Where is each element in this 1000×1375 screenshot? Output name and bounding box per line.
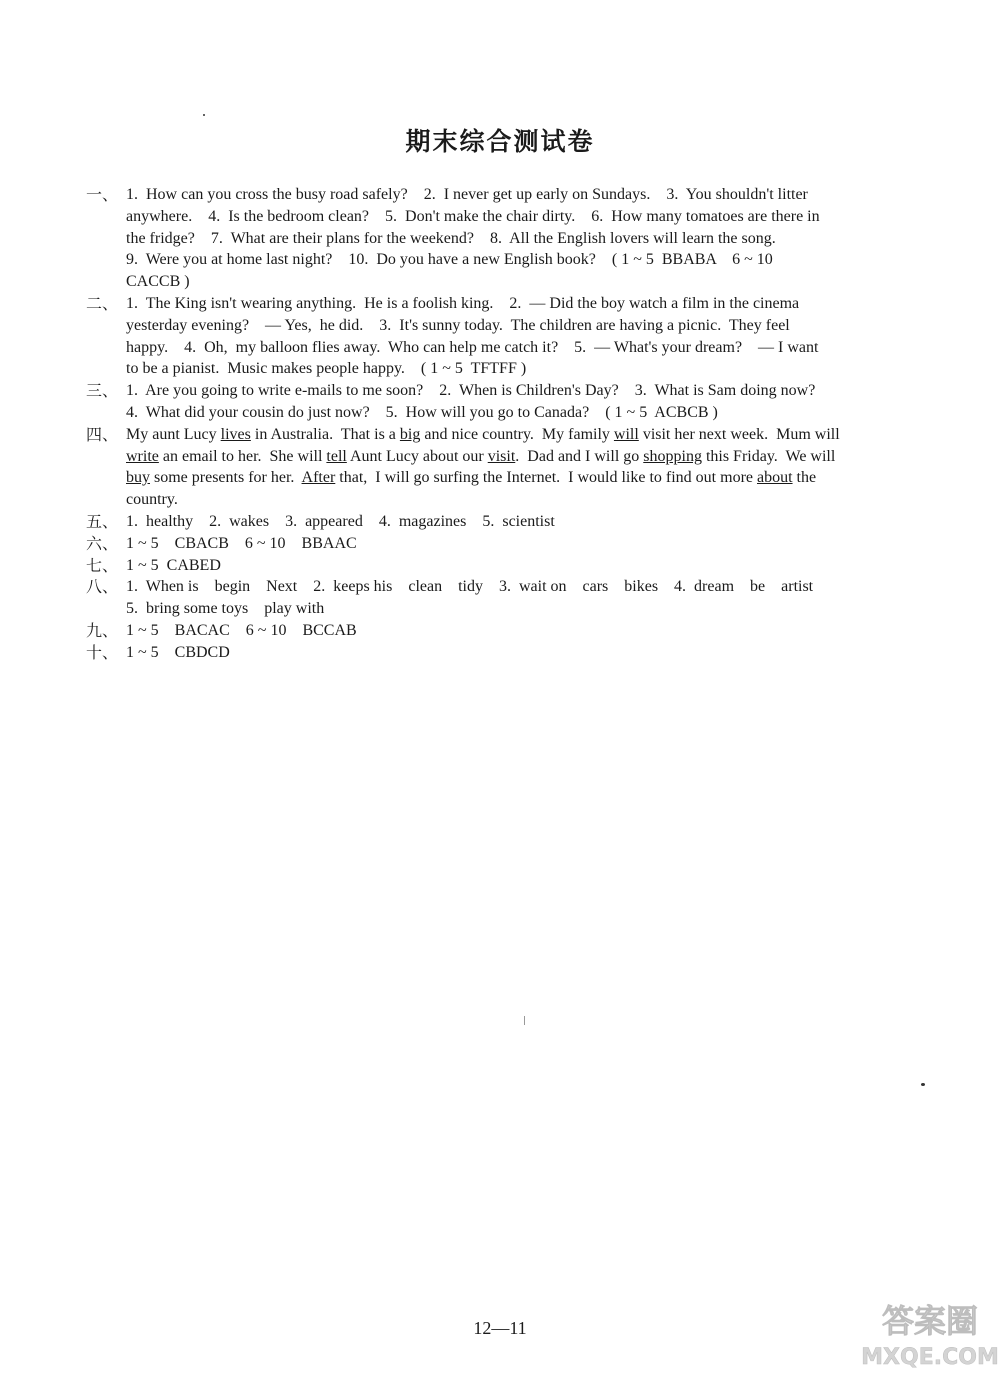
answer-section — [86, 184, 932, 293]
answer-line — [126, 315, 932, 337]
answer-line — [126, 184, 932, 206]
answer-text: 1 ~ 5 BACAC 6 ~ 10 BCCAB — [126, 621, 357, 639]
answer-line — [126, 598, 932, 620]
scan-speck — [921, 1083, 925, 1086]
section-marker: 三、 — [86, 381, 119, 401]
answer-line — [126, 576, 932, 598]
answer-line — [126, 337, 932, 359]
answer-text: happy. 4. Oh, my balloon flies away. Who can help me catch it? 5. — What's your dream? — I want — [126, 338, 819, 356]
answer-section — [86, 642, 932, 664]
answer-text: . Dad and I will go — [515, 447, 644, 465]
underlined-word: After — [301, 469, 336, 487]
answer-line — [126, 402, 932, 424]
watermark-bottom-text: MXQE.COM — [861, 1345, 999, 1370]
answer-text: to be a pianist. Music makes people happy. ( 1 ~ 5 TFTFF ) — [126, 360, 527, 378]
section-body — [126, 642, 932, 664]
answer-section — [86, 620, 932, 642]
answer-section — [86, 424, 932, 511]
answer-text: the — [792, 469, 817, 487]
watermark-logo — [852, 1296, 1000, 1374]
page-title: 期末综合测试卷 — [405, 127, 595, 156]
underlined-word: tell — [326, 447, 347, 465]
answer-text: and nice country. My family — [420, 425, 614, 443]
answer-text: Aunt Lucy about our — [346, 447, 488, 465]
section-marker: 七、 — [86, 555, 119, 575]
answer-list — [86, 184, 932, 664]
underlined-word: will — [613, 425, 639, 443]
section-body — [126, 380, 932, 424]
answer-text: this Friday. We will — [701, 447, 836, 465]
answer-line — [126, 555, 932, 577]
answer-section — [86, 293, 932, 380]
answer-line — [126, 511, 932, 533]
answer-line — [126, 446, 932, 468]
answer-line — [126, 380, 932, 402]
underlined-word: buy — [126, 469, 150, 487]
answer-text: the fridge? 7. What are their plans for the weekend? 8. All the English lovers will learn the song. — [126, 229, 776, 247]
answer-line — [126, 467, 932, 489]
answer-text: 1 ~ 5 CBACB 6 ~ 10 BBAAC — [126, 534, 357, 552]
underlined-word: shopping — [643, 447, 702, 465]
answer-section — [86, 555, 932, 577]
answer-text: 1. How can you cross the busy road safely? 2. I never get up early on Sundays. 3. You shouldn't litter — [126, 186, 808, 203]
answer-section — [86, 576, 932, 620]
section-marker: 九、 — [86, 620, 119, 640]
answer-text: 5. bring some toys play with — [126, 600, 325, 618]
page-number: 12—11 — [473, 1318, 527, 1338]
answer-text: some presents for her. — [150, 469, 302, 487]
answer-line — [126, 206, 932, 228]
section-marker: 二、 — [86, 293, 119, 313]
underlined-word: write — [126, 447, 159, 465]
answer-line — [126, 533, 932, 555]
section-body — [126, 576, 932, 620]
underlined-word: big — [399, 425, 421, 443]
answer-section — [86, 380, 932, 424]
answer-text: 1. The King isn't wearing anything. He is a foolish king. 2. — Did the boy watch a film in the cinema — [126, 294, 800, 312]
answer-text: 1. healthy 2. wakes 3. appeared 4. magazines 5. scientist — [126, 512, 555, 530]
section-marker: 四、 — [86, 424, 119, 444]
answer-section — [86, 511, 932, 533]
answer-line — [126, 271, 932, 293]
underlined-word: about — [757, 469, 793, 487]
scan-speck — [203, 114, 205, 116]
section-body — [126, 533, 932, 555]
answer-line — [126, 358, 932, 380]
answer-line — [126, 293, 932, 315]
answer-line — [126, 642, 932, 664]
answer-text: anywhere. 4. Is the bedroom clean? 5. Don't make the chair dirty. 6. How many tomatoes are there in — [126, 207, 820, 225]
section-marker: 十、 — [86, 642, 119, 662]
section-body — [126, 555, 932, 577]
underlined-word: visit — [487, 447, 516, 465]
answer-text: yesterday evening? — Yes, he did. 3. It's sunny today. The children are having a picnic. They feel — [126, 316, 790, 334]
section-body — [126, 424, 932, 511]
answer-line — [126, 249, 932, 271]
answer-text: in Australia. That is a — [250, 425, 400, 443]
scan-speck — [524, 1016, 525, 1025]
answer-text: My aunt Lucy — [126, 425, 221, 443]
section-body — [126, 511, 932, 533]
answer-text: that, I will go surfing the Internet. I would like to find out more — [335, 469, 757, 487]
answer-text: CACCB ) — [126, 273, 190, 291]
section-marker: 六、 — [86, 533, 119, 553]
answer-text: 1 ~ 5 CBDCD — [126, 643, 230, 661]
answer-text: an email to her. She will — [158, 447, 327, 465]
answer-line — [126, 228, 932, 250]
section-body — [126, 184, 932, 293]
answer-line — [126, 489, 932, 511]
watermark-top-text: 答案圈 — [881, 1302, 979, 1340]
answer-line — [126, 424, 932, 446]
answer-text: 1. When is begin Next 2. keeps his clean tidy 3. wait on cars bikes 4. dream be artist — [126, 578, 814, 596]
answer-section — [86, 533, 932, 555]
answer-text: 1 ~ 5 CABED — [126, 556, 221, 574]
answer-text: 9. Were you at home last night? 10. Do you have a new English book? ( 1 ~ 5 BBABA 6 ~ 10 — [126, 251, 773, 269]
section-body — [126, 293, 932, 380]
section-marker: 一、 — [86, 185, 119, 204]
section-marker: 五、 — [86, 511, 119, 531]
answer-text: country. — [126, 491, 178, 509]
answer-text: visit her next week. Mum will — [638, 425, 840, 443]
answer-text: 1. Are you going to write e-mails to me soon? 2. When is Children's Day? 3. What is Sam doing now? — [126, 382, 816, 400]
underlined-word: lives — [220, 425, 251, 443]
section-marker: 八、 — [86, 577, 119, 597]
answer-text: 4. What did your cousin do just now? 5. How will you go to Canada? ( 1 ~ 5 ACBCB ) — [126, 403, 718, 421]
section-body — [126, 620, 932, 642]
answer-line — [126, 620, 932, 642]
